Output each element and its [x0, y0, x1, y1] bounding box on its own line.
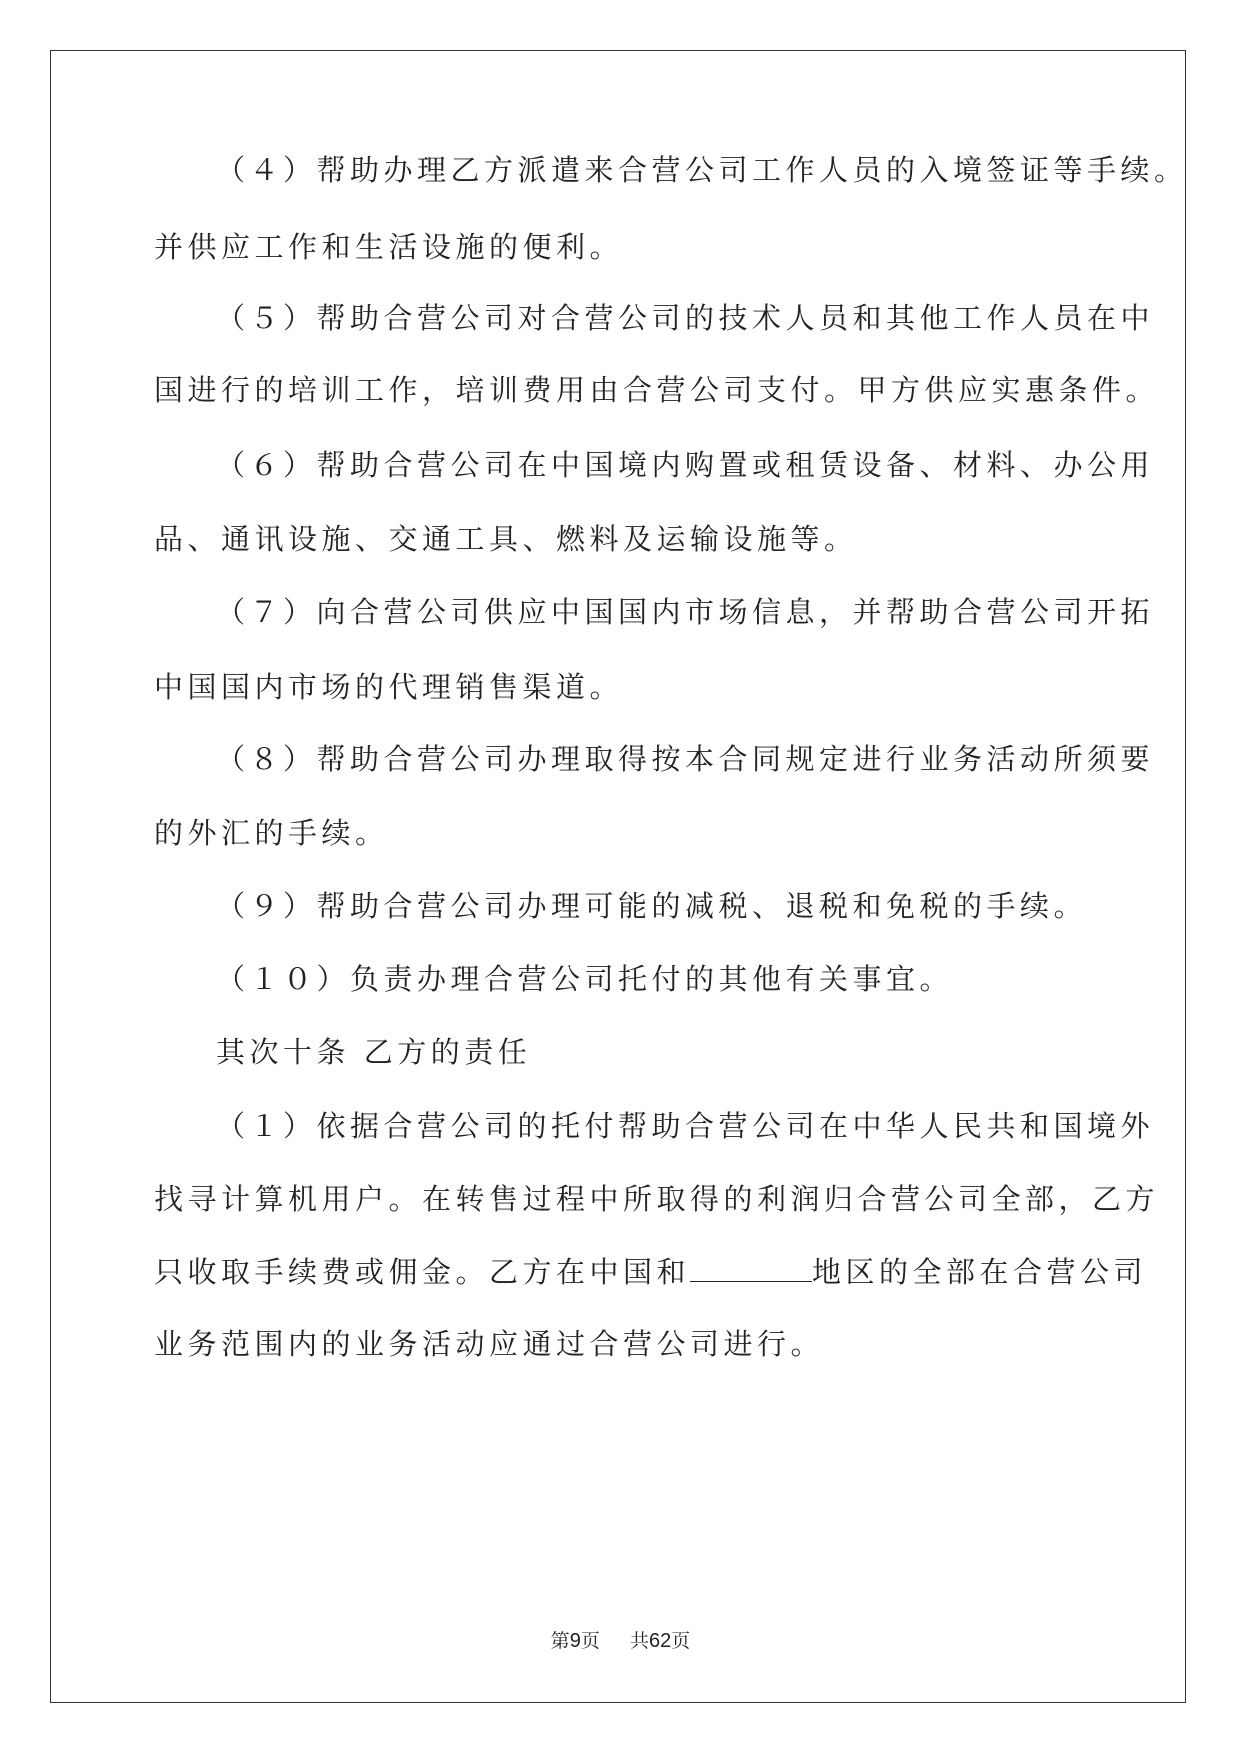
text-line: （５）帮助合营公司对合营公司的技术人员和其他工作人员在中 — [216, 301, 1155, 335]
text-line: 找寻计算机用户。在转售过程中所取得的利润归合营公司全部，乙方 — [154, 1182, 1160, 1216]
text-line: （９）帮助合营公司办理可能的减税、退税和免税的手续。 — [216, 889, 1088, 923]
text-line: （８）帮助合营公司办理取得按本合同规定进行业务活动所须要 — [216, 742, 1155, 776]
text-line: 中国国内市场的代理销售渠道。 — [154, 670, 624, 704]
text-line: 品、通讯设施、交通工具、燃料及运输设施等。 — [154, 522, 858, 556]
text-line: （７）向合营公司供应中国国内市场信息，并帮助合营公司开拓 — [216, 595, 1155, 629]
total-suffix: 页 — [671, 1630, 691, 1652]
total-pages: 62 — [649, 1630, 672, 1652]
page-number: 9 — [569, 1630, 581, 1652]
fill-in-blank — [690, 1253, 812, 1282]
text-line: 业务范围内的业务活动应通过合营公司进行。 — [154, 1327, 825, 1361]
text-line: （１０）负责办理合营公司托付的其他有关事宜。 — [216, 962, 954, 996]
text-after-blank: 地区的全部在合营公司 — [812, 1255, 1148, 1289]
text-line: 的外汇的手续。 — [154, 816, 389, 850]
text-line: 国进行的培训工作，培训费用由合营公司支付。甲方供应实惠条件。 — [154, 373, 1160, 407]
page-prefix: 第 — [550, 1630, 570, 1652]
text-line: （１）依据合营公司的托付帮助合营公司在中华人民共和国境外 — [216, 1109, 1155, 1143]
page-suffix: 页 — [580, 1630, 600, 1652]
page-footer — [0, 1626, 1241, 1653]
total-prefix: 共 — [630, 1630, 650, 1652]
text-line: 并供应工作和生活设施的便利。 — [154, 230, 624, 264]
text-line-with-blank — [154, 1252, 1147, 1292]
section-heading: 其次十条 乙方的责任 — [216, 1035, 532, 1069]
text-before-blank: 只收取手续费或佣金。乙方在中国和 — [154, 1255, 691, 1289]
text-line: （６）帮助合营公司在中国境内购置或租赁设备、材料、办公用 — [216, 448, 1155, 482]
text-line: （４）帮助办理乙方派遣来合营公司工作人员的入境签证等手续。 — [216, 153, 1188, 187]
